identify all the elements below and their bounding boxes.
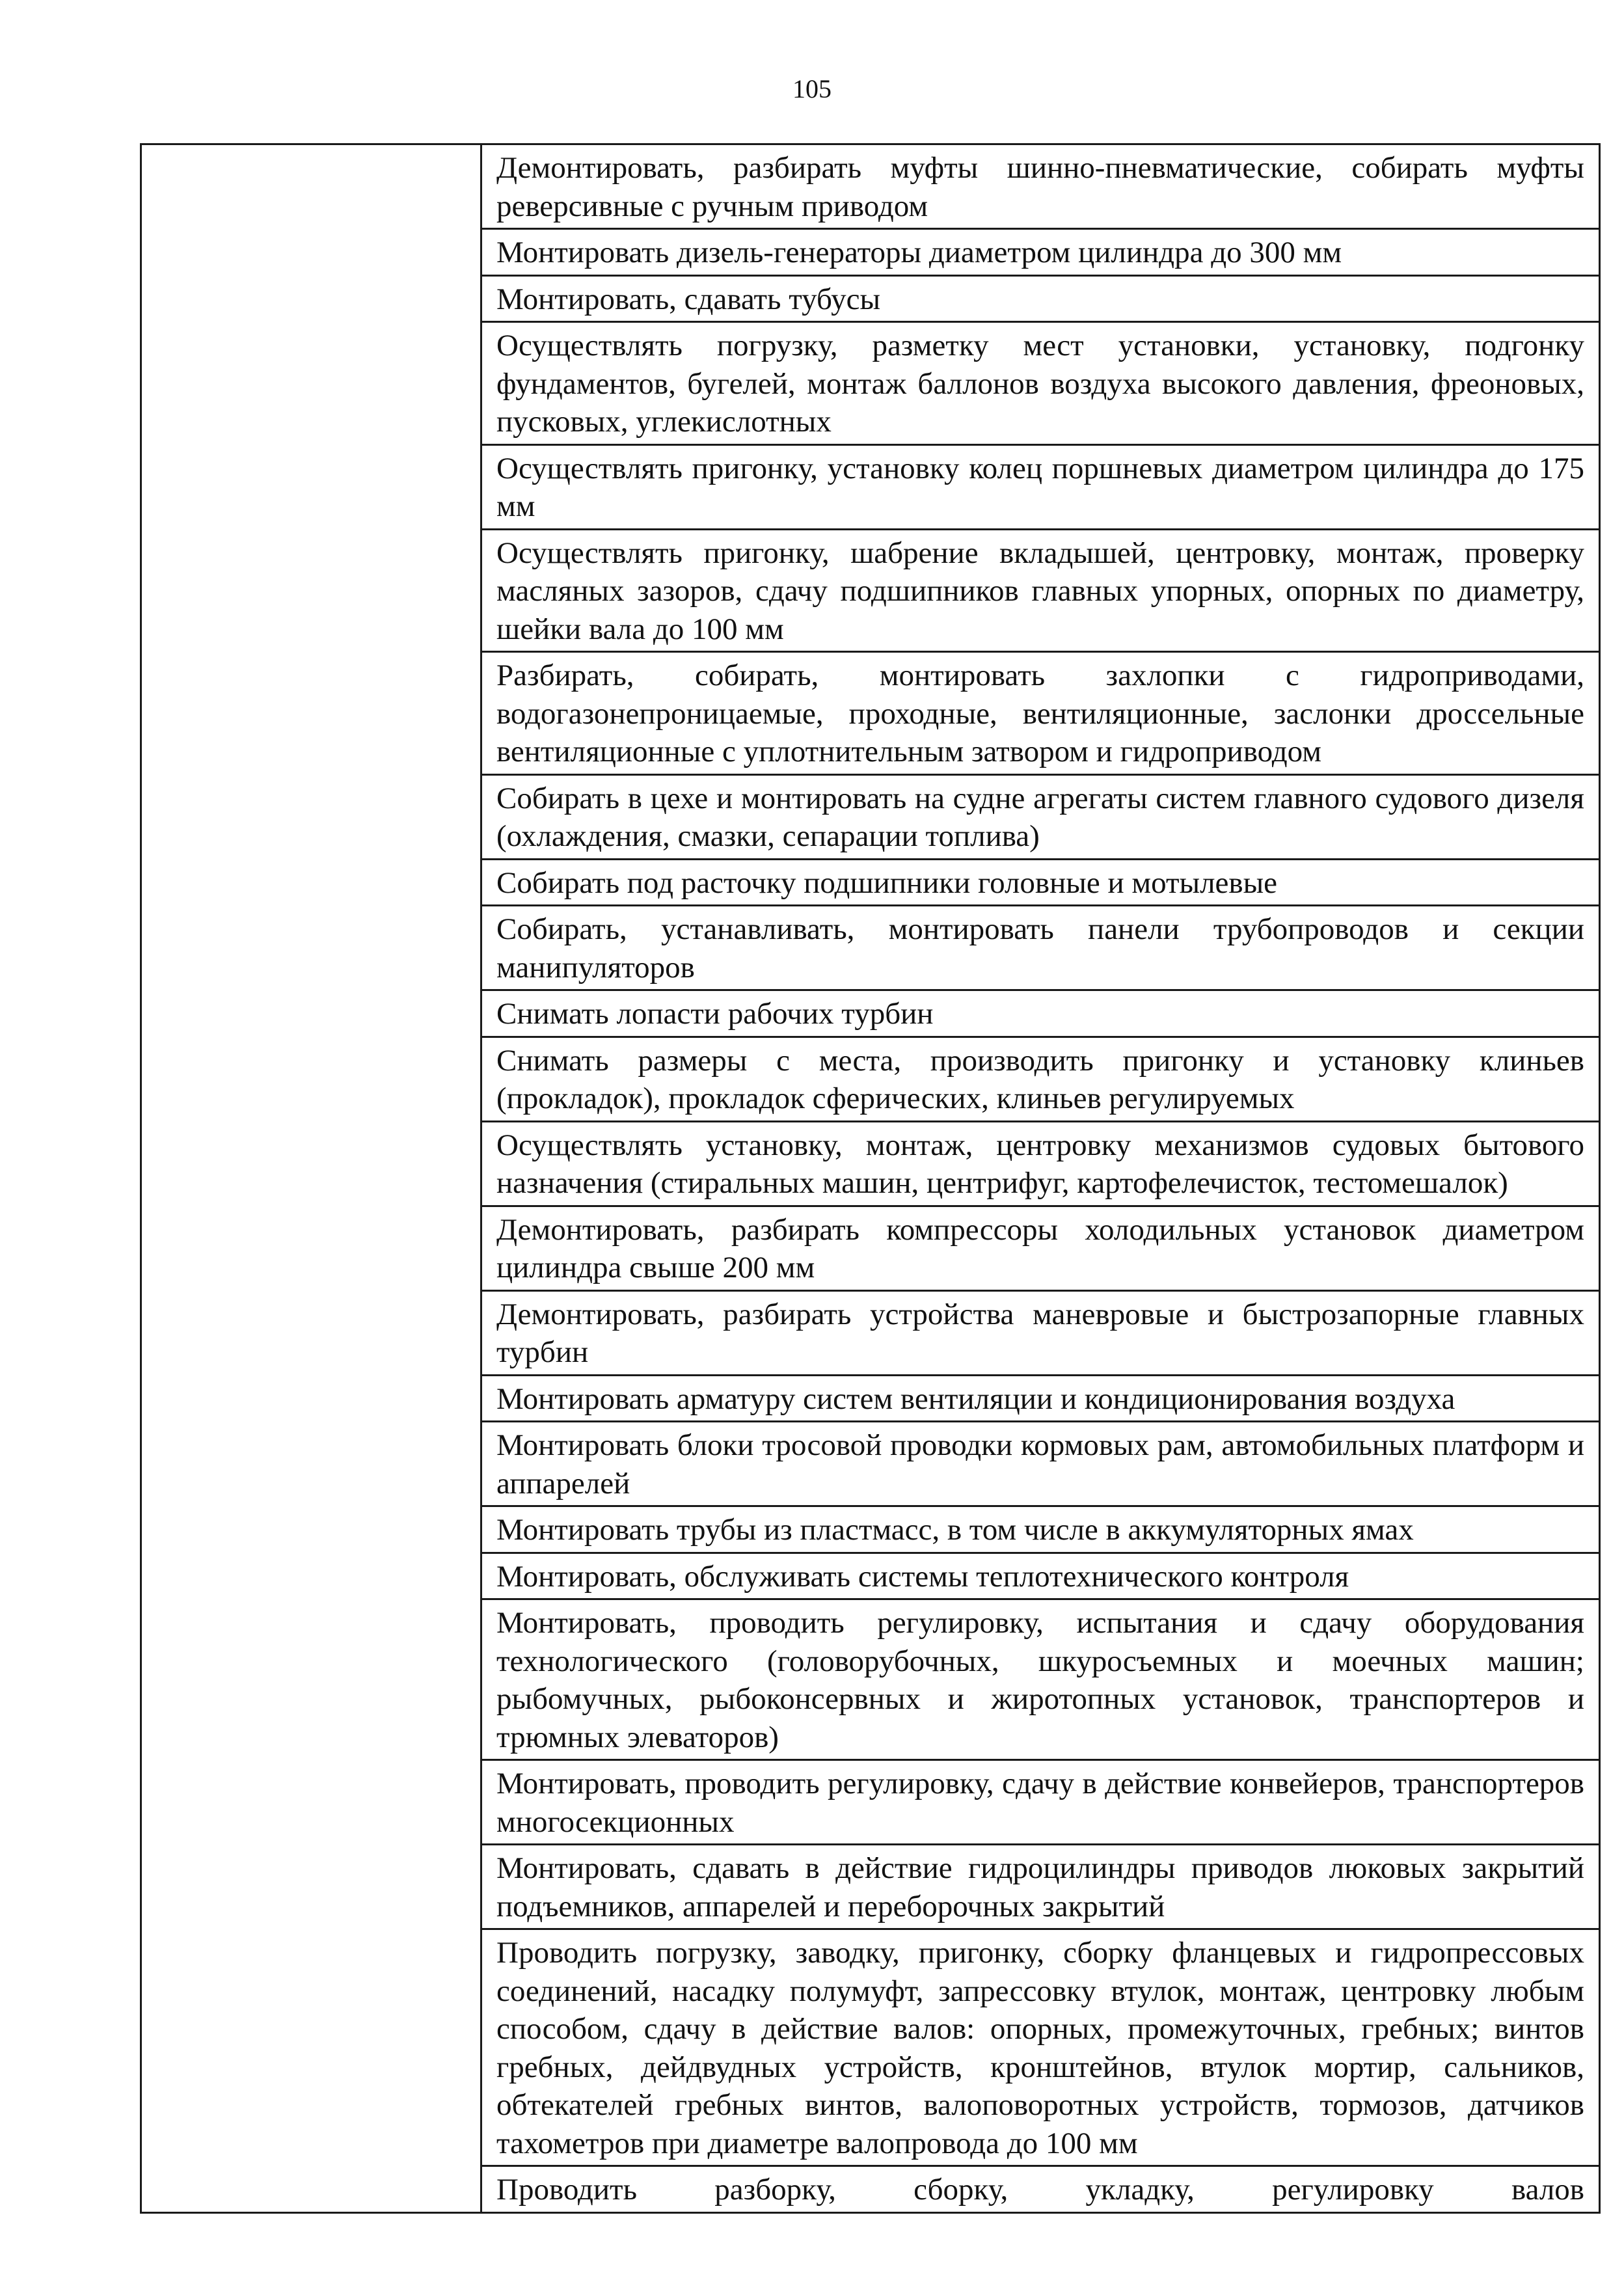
table-cell: Демонтировать, разбирать устройства маневровые и быстрозапорные главных турбин (481, 1290, 1600, 1375)
table-cell: Монтировать, сдавать в действие гидроцилиндры приводов люковых закрытий подъемников, аппарелей и переборочных закрытий (481, 1845, 1600, 1929)
table-cell: Снимать лопасти рабочих турбин (481, 990, 1600, 1037)
table-cell: Собирать в цехе и монтировать на судне агрегаты систем главного судового дизеля (охлаждения, смазки, сепарации топлива) (481, 774, 1600, 859)
work-description-table (140, 143, 1601, 2214)
table-cell: Осуществлять пригонку, установку колец поршневых диаметром цилиндра до 175 мм (481, 444, 1600, 529)
table-cell: Монтировать, проводить регулировку, сдачу в действие конвейеров, транспортеров многосекционных (481, 1760, 1600, 1845)
table-cell: Осуществлять пригонку, шабрение вкладышей, центровку, монтаж, проверку масляных зазоров, сдачу подшипников главных упорных, опорных по диаметру, шейки вала до 100 мм (481, 529, 1600, 652)
table-cell: Монтировать арматуру систем вентиляции и кондиционирования воздуха (481, 1375, 1600, 1422)
table-cell: Осуществлять установку, монтаж, центровку механизмов судовых бытового назначения (стиральных машин, центрифуг, картофелечисток, тестомешалок) (481, 1121, 1600, 1206)
table-cell: Проводить погрузку, заводку, пригонку, сборку фланцевых и гидропрессовых соединений, насадку полумуфт, запрессовку втулок, монтаж, центровку любым способом, сдачу в действие валов: опорных, промежуточных, гребных; винтов гребных, дейдвудных устройств, кронштейнов, втулок мортир, сальников, обтекателей гребных винтов, валоповоротных устройств, тормозов, датчиков тахометров при диаметре валопровода до 100 мм (481, 1929, 1600, 2166)
table-cell: Монтировать, сдавать тубусы (481, 275, 1600, 322)
table-cell: Собирать, устанавливать, монтировать панели трубопроводов и секции манипуляторов (481, 906, 1600, 990)
table-cell: Проводить разборку, сборку, укладку, регулировку валов (481, 2166, 1600, 2213)
table-cell: Демонтировать, разбирать муфты шинно-пневматические, собирать муфты реверсивные с ручным приводом (481, 144, 1600, 229)
table-cell: Монтировать трубы из пластмасс, в том числе в аккумуляторных ямах (481, 1506, 1600, 1553)
table-row (141, 144, 1600, 229)
table-cell: Монтировать, проводить регулировку, испытания и сдачу оборудования технологического (головорубочных, шкуросъемных и моечных машин; рыбомучных, рыбоконсервных и жиротопных установок, транспортеров и трюмных элеваторов) (481, 1599, 1600, 1760)
table-cell: Монтировать, обслуживать системы теплотехнического контроля (481, 1553, 1600, 1599)
table-cell: Снимать размеры с места, производить пригонку и установку клиньев (прокладок), прокладок сферических, клиньев регулируемых (481, 1037, 1600, 1121)
table-cell: Монтировать блоки тросовой проводки кормовых рам, автомобильных платформ и аппарелей (481, 1422, 1600, 1506)
empty-category-cell (141, 144, 481, 2213)
page-number: 105 (792, 74, 832, 103)
table-cell: Разбирать, собирать, монтировать захлопки с гидроприводами, водогазонепроницаемые, проходные, вентиляционные, заслонки дроссельные вентиляционные с уплотнительным затвором и гидроприводом (481, 652, 1600, 775)
table-cell: Осуществлять погрузку, разметку мест установки, установку, подгонку фундаментов, бугелей, монтаж баллонов воздуха высокого давления, фреоновых, пусковых, углекислотных (481, 322, 1600, 445)
table-cell: Собирать под расточку подшипники головные и мотылевые (481, 859, 1600, 906)
table-cell: Монтировать дизель-генераторы диаметром цилиндра до 300 мм (481, 229, 1600, 276)
table-cell: Демонтировать, разбирать компрессоры холодильных установок диаметром цилиндра свыше 200 мм (481, 1206, 1600, 1290)
